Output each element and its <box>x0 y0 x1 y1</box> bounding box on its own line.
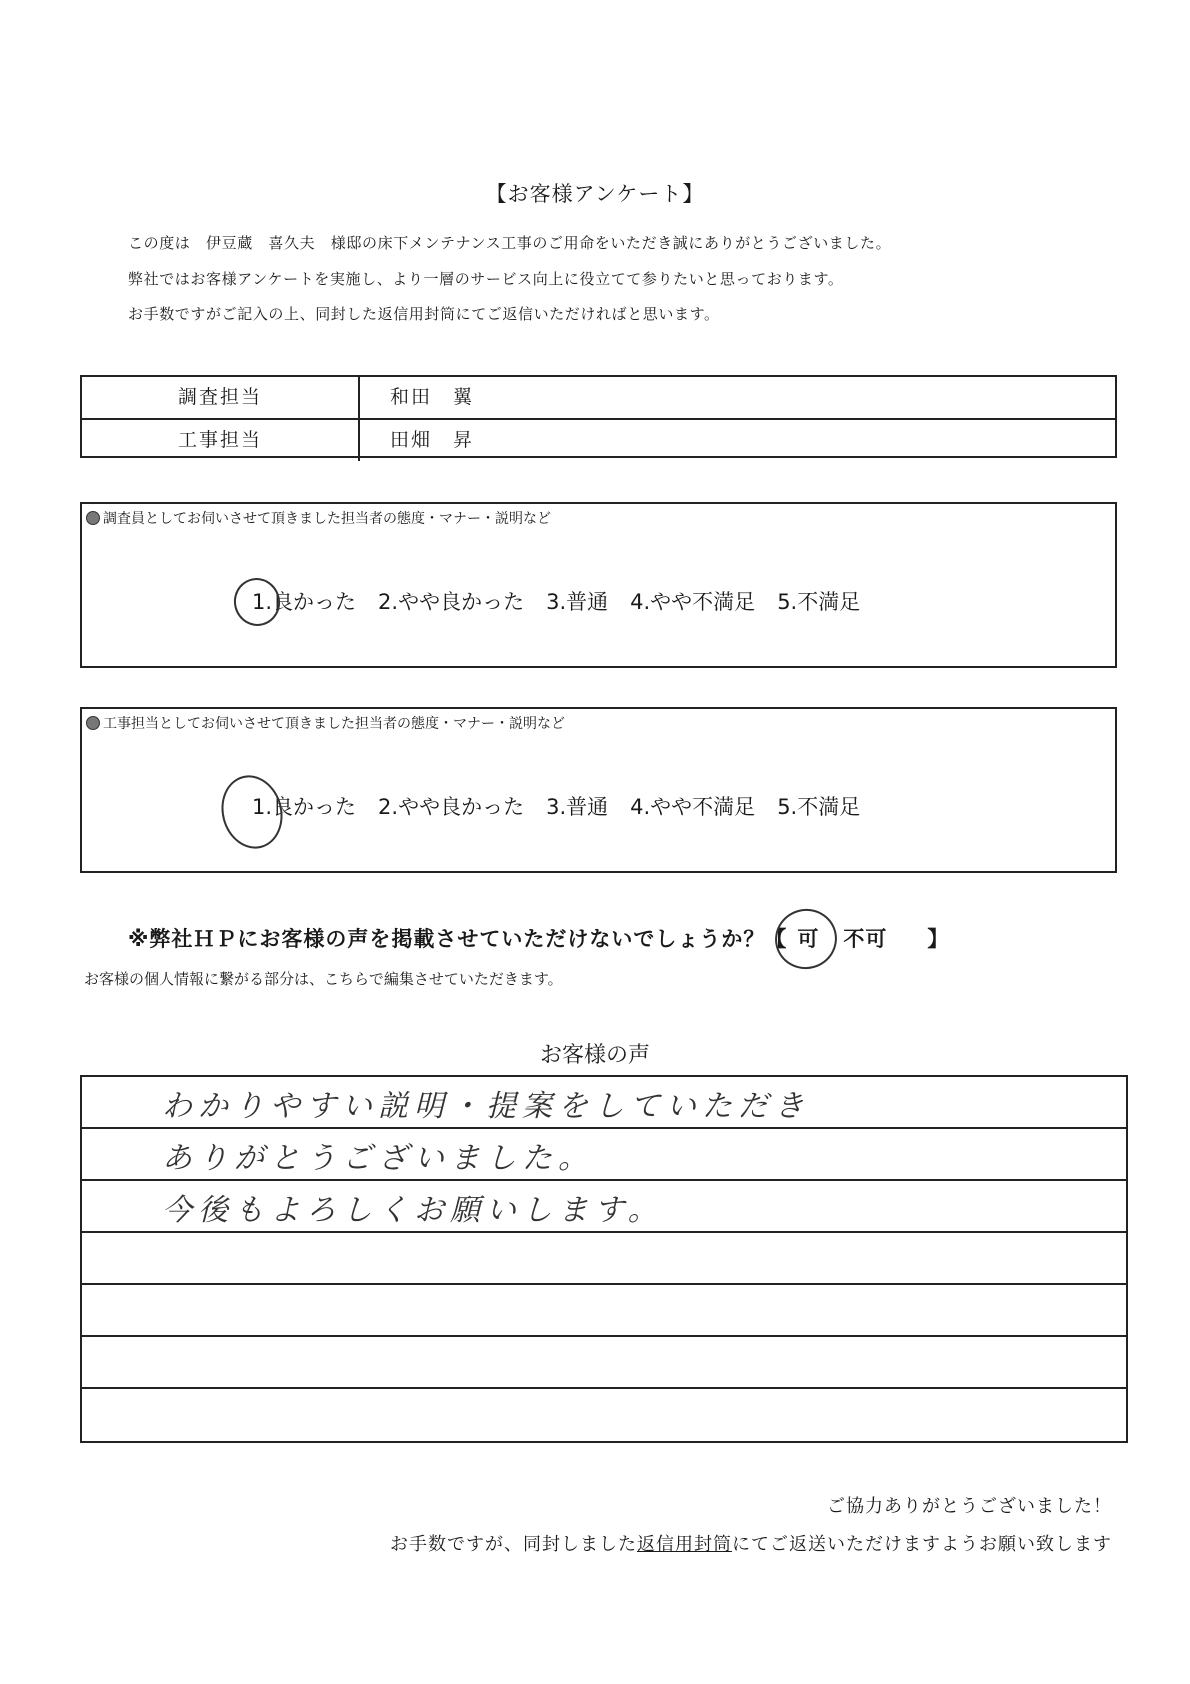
option-2[interactable]: 2.やや良かった <box>378 590 525 614</box>
bullet-icon <box>86 511 100 525</box>
option-4[interactable]: 4.やや不満足 <box>630 590 756 614</box>
voice-line <box>82 1077 1126 1129</box>
rating-box-construction <box>80 707 1117 873</box>
intro-line-1: この度は 伊豆蔵 喜久夫 様邸の床下メンテナンス工事のご用命をいただき誠にありがとうございました。 <box>128 234 892 252</box>
staff-label: 調査担当 <box>82 377 360 418</box>
bracket-close: 】 <box>927 927 950 951</box>
voice-line <box>82 1389 1126 1441</box>
handwritten-circle-mark <box>229 573 286 631</box>
handwritten-text: ありがとうございました。 <box>162 1141 594 1176</box>
staff-row-construction <box>82 418 1115 461</box>
option-deny[interactable]: 不可 <box>843 927 888 951</box>
privacy-note: お客様の個人情報に繋がる部分は、こちらで編集させていただきます。 <box>84 970 563 988</box>
intro-line-2: 弊社ではお客様アンケートを実施し、より一層のサービス向上に役立てて参りたいと思っております。 <box>128 270 844 288</box>
voice-line <box>82 1129 1126 1181</box>
option-5[interactable]: 5.不満足 <box>777 795 861 819</box>
voice-line <box>82 1337 1126 1389</box>
survey-title: 【お客様アンケート】 <box>485 182 705 206</box>
rating-box-survey <box>80 502 1117 668</box>
voice-line <box>82 1285 1126 1337</box>
hp-permission-question: ※弊社ＨＰにお客様の声を掲載させていただけないでしょうか？ 【 可 不可 】 <box>128 923 949 953</box>
staff-value: 和田 翼 <box>390 386 475 408</box>
rating-question: 調査員としてお伺いさせて頂きました担当者の態度・マナー・説明など <box>86 508 551 528</box>
voice-line <box>82 1233 1126 1285</box>
staff-table <box>80 375 1117 458</box>
bullet-icon <box>86 716 100 730</box>
voice-line <box>82 1181 1126 1233</box>
rating-question: 工事担当としてお伺いさせて頂きました担当者の態度・マナー・説明など <box>86 713 565 733</box>
staff-value: 田畑 昇 <box>390 429 475 451</box>
customer-voice-title: お客様の声 <box>539 1043 650 1068</box>
bracket-open: 【 <box>765 927 788 951</box>
option-3[interactable]: 3.普通 <box>546 795 609 819</box>
return-envelope-text: 返信用封筒 <box>637 1534 732 1555</box>
option-4[interactable]: 4.やや不満足 <box>630 795 756 819</box>
option-1[interactable]: 1.良かった <box>252 795 357 819</box>
handwritten-text: わかりやすい説明・提案をしていただき <box>162 1089 810 1124</box>
option-3[interactable]: 3.普通 <box>546 590 609 614</box>
customer-voice-box[interactable] <box>80 1075 1128 1443</box>
option-allow[interactable]: 可 <box>797 923 819 953</box>
thanks-message: ご協力ありがとうございました！ <box>827 1496 1112 1517</box>
handwritten-circle-mark <box>769 902 844 976</box>
handwritten-text: 今後もよろしくお願いします。 <box>162 1193 664 1228</box>
hp-options <box>797 923 887 953</box>
staff-row-survey <box>82 377 1115 418</box>
option-5[interactable]: 5.不満足 <box>777 590 861 614</box>
staff-label: 工事担当 <box>82 420 360 461</box>
option-1[interactable]: 1.良かった <box>252 590 357 614</box>
handwritten-circle-mark <box>213 768 290 855</box>
option-2[interactable]: 2.やや良かった <box>378 795 525 819</box>
return-note: お手数ですが、同封しました返信用封筒にてご返送いただけますようお願い致します <box>390 1534 1112 1555</box>
rating-options <box>252 791 860 821</box>
rating-options <box>252 586 860 616</box>
intro-line-3: お手数ですがご記入の上、同封した返信用封筒にてご返信いただければと思います。 <box>128 305 720 323</box>
